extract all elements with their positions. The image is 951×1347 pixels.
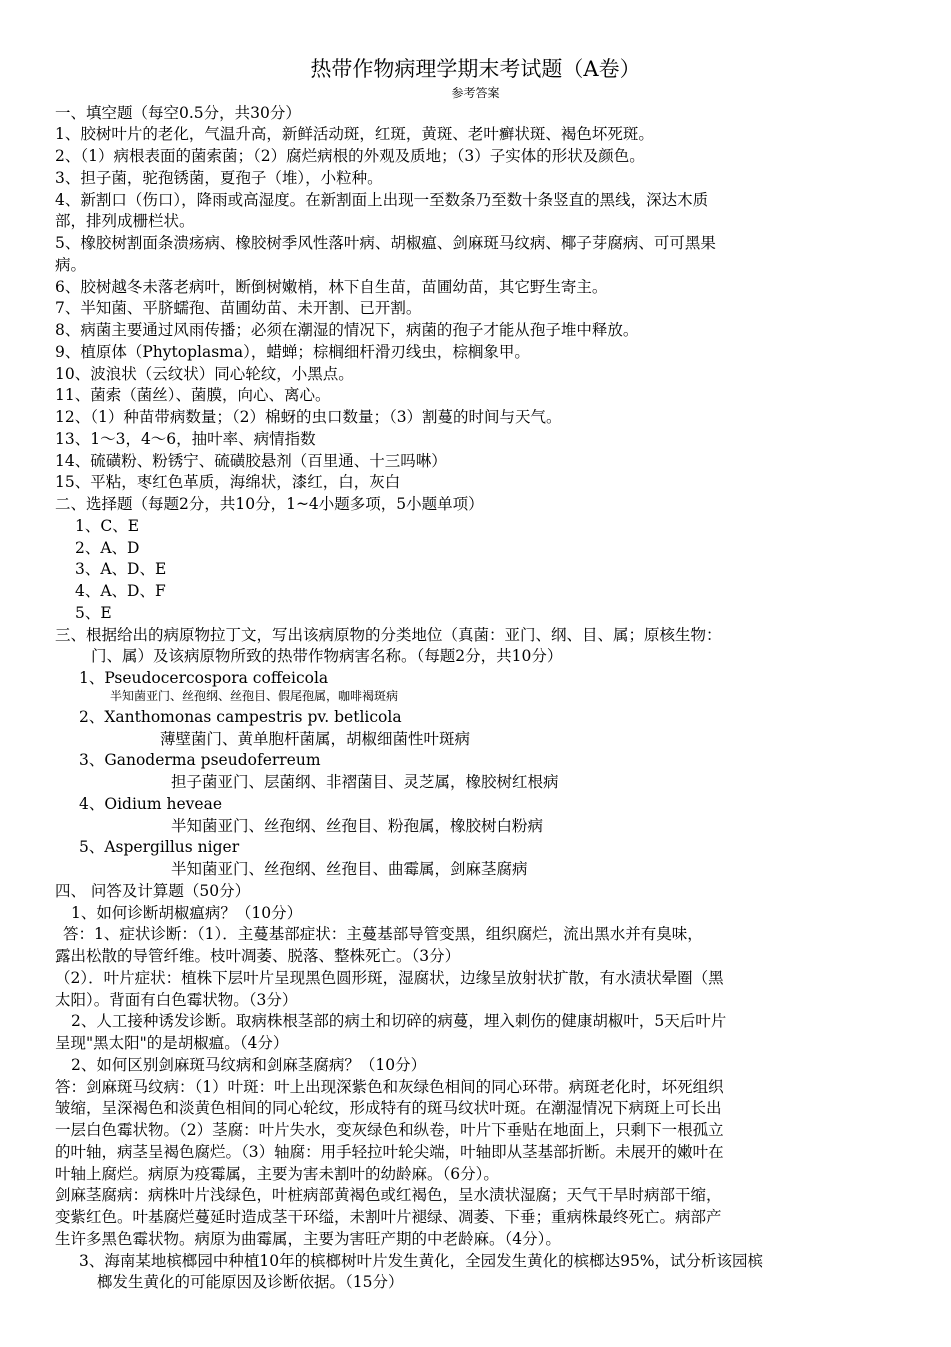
section-heading: 三、根据给出的病原物拉丁文，写出该病原物的分类地位（真菌：亚门、纲、目、属；原核生物： [55, 626, 722, 644]
question-line: 2、如何区别剑麻斑马纹病和剑麻茎腐病？（10分） [71, 1056, 427, 1074]
answer-line: 半知菌亚门、丝孢纲、丝孢目、粉孢属，橡胶树白粉病 [171, 817, 544, 835]
answer-line: 半知菌亚门、丝孢纲、丝孢目、曲霉属，剑麻茎腐病 [171, 860, 528, 878]
answer-line: 4、新割口（伤口），降雨或高湿度。在新割面上出现一至数条乃至数十条竖直的黑线，深达木质 [55, 191, 709, 209]
answer-line: 生许多黑色霉状物。病原为曲霉属，主要为害旺产期的中老龄麻。（4分）。 [55, 1230, 561, 1248]
answer-line: 皱缩，呈深褐色和淡黄色相间的同心轮纹，形成特有的斑马纹状叶斑。在潮湿情况下病斑上可长出 [55, 1099, 722, 1117]
question-line: 1、如何诊断胡椒瘟病？（10分） [71, 904, 303, 922]
answer-line: 14、硫磺粉、粉锈宁、硫磺胶悬剂（百里通、十三吗啉） [55, 452, 447, 470]
answer-line: 太阳）。背面有白色霉状物。（3分） [55, 991, 298, 1009]
answer-line: 6、胶树越冬未落老病叶，断倒树嫩梢，林下自生苗，苗圃幼苗，其它野生寄主。 [55, 278, 608, 296]
section-heading: 一、填空题（每空0.5分，共30分） [55, 104, 301, 122]
answer-line: 5、E [75, 604, 112, 622]
answer-line: 答：剑麻斑马纹病：（1）叶斑：叶上出现深紫色和灰绿色相间的同心环带。病斑老化时，坏死组织 [55, 1078, 724, 1096]
answer-line: 2、人工接种诱发诊断。取病株根茎部的病土和切碎的病蔓，埋入刺伤的健康胡椒叶，5天后叶片 [71, 1012, 727, 1030]
answer-line: 1、C、E [75, 517, 140, 535]
question-line: 3、海南某地槟榔园中种植10年的槟榔树叶片发生黄化，全园发生黄化的槟榔达95%，试分析该园槟 [79, 1252, 764, 1270]
answer-line: 13、1～3，4～6，抽叶率、病情指数 [55, 430, 316, 448]
answer-line: 3、A、D、E [75, 560, 167, 578]
answer-line: 呈现"黑太阳"的是胡椒瘟。（4分） [55, 1034, 289, 1052]
answer-line: 15、平粘，枣红色革质，海绵状，漆红，白，灰白 [55, 473, 401, 491]
question-line: 1、Pseudocercospora coffeicola [79, 669, 329, 687]
answer-line: 4、A、D、F [75, 582, 166, 600]
answer-line: 病。 [55, 256, 87, 274]
question-line: 2、Xanthomonas campestris pv. betlicola [79, 708, 402, 726]
answer-line: 9、植原体（Phytoplasma），蜡蝉；棕榈细杆滑刃线虫，棕榈象甲。 [55, 343, 530, 361]
question-line: 榔发生黄化的可能原因及诊断依据。（15分） [97, 1273, 404, 1291]
answer-line: 变紫红色。叶基腐烂蔓延时造成茎干环缢，未割叶片褪绿、凋萎、下垂；重病株最终死亡。病部产 [55, 1208, 722, 1226]
question-line: 3、Ganoderma pseudoferreum [79, 751, 321, 769]
answer-line: 7、半知菌、平脐蠕孢、苗圃幼苗、未开割、已开割。 [55, 299, 422, 317]
document-subtitle: 参考答案 [451, 86, 500, 100]
answer-line: 11、菌索（菌丝）、菌膜，向心、离心。 [55, 386, 331, 404]
section-heading: 二、选择题（每题2分，共10分，1~4小题多项，5小题单项） [55, 495, 484, 513]
answer-line: 叶轴上腐烂。病原为疫霉属，主要为害未割叶的幼龄麻。（6分）。 [55, 1165, 499, 1183]
answer-line: 1、胶树叶片的老化，气温升高，新鲜活动斑，红斑，黄斑、老叶癣状斑、褐色坏死斑。 [55, 125, 654, 143]
section-heading: 四、 问答及计算题（50分） [55, 882, 251, 900]
answer-line: 一层白色霉状物。（2）茎腐：叶片失水，变灰绿色和纵卷，叶片下垂贴在地面上，只剩下一根孤立 [55, 1121, 724, 1139]
answer-line: 半知菌亚门、丝孢纲、丝孢目、假尾孢属，咖啡褐斑病 [110, 689, 399, 703]
section-heading: 门、属）及该病原物所致的热带作物病害名称。（每题2分，共10分） [91, 647, 563, 665]
answer-line: 10、波浪状（云纹状）同心轮纹，小黑点。 [55, 365, 354, 383]
question-line: 4、Oidium heveae [79, 795, 223, 813]
answer-line: 薄壁菌门、黄单胞杆菌属，胡椒细菌性叶斑病 [160, 730, 471, 748]
answer-line: 3、担子菌，驼孢锈菌，夏孢子（堆），小粒种。 [55, 169, 383, 187]
answer-line: 剑麻茎腐病：病株叶片浅绿色，叶桩病部黄褐色或红褐色，呈水渍状湿腐；天气干旱时病部干缩， [55, 1186, 722, 1204]
answer-line: 的叶轴，病茎呈褐色腐烂。（3）轴腐：用手轻拉叶轮尖端，叶轴即从茎基部折断。未展开的嫩叶在 [55, 1143, 724, 1161]
question-line: 5、Aspergillus niger [79, 838, 240, 856]
answer-line: （2）．叶片症状：植株下层叶片呈现黑色圆形斑，湿腐状，边缘呈放射状扩散，有水渍状晕圈（黑 [55, 969, 724, 987]
answer-line: 2、（1）病根表面的菌索菌；（2）腐烂病根的外观及质地；（3）子实体的形状及颜色。 [55, 147, 645, 165]
answer-line: 答：1、症状诊断：（1）．主蔓基部症状：主蔓基部导管变黑，组织腐烂，流出黑水并有臭味， [63, 925, 703, 943]
document-title: 热带作物病理学期末考试题（A卷） [310, 57, 641, 81]
answer-line: 部，排列成栅栏状。 [55, 212, 195, 230]
answer-line: 2、A、D [75, 539, 140, 557]
answer-line: 8、病菌主要通过风雨传播；必须在潮湿的情况下，病菌的孢子才能从孢子堆中释放。 [55, 321, 639, 339]
answer-line: 担子菌亚门、层菌纲、非褶菌目、灵芝属，橡胶树红根病 [171, 773, 559, 791]
answer-line: 露出松散的导管纤维。枝叶凋萎、脱落、整株死亡。（3分） [55, 947, 461, 965]
answer-line: 12、（1）种苗带病数量；（2）棉蚜的虫口数量；（3）割蔓的时间与天气。 [55, 408, 562, 426]
answer-line: 5、橡胶树割面条溃疡病、橡胶树季风性落叶病、胡椒瘟、剑麻斑马纹病、椰子芽腐病、可可黑果 [55, 234, 716, 252]
